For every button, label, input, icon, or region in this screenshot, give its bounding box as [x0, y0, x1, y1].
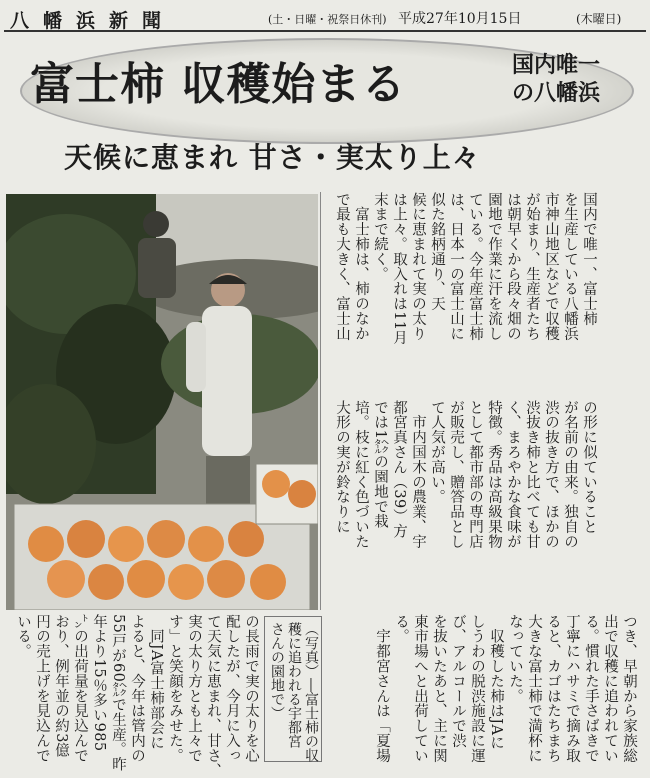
article-body-part-4: の長雨で実の太りを心 配したが、今月に入っ て天気に恵まれ、甘さ、 実の太り方とも上々で す」と笑顔をみせた。 同JA富士柿部会に よると、今年は管内の 55戸が60㌶で生産。昨 年より15％多い985 ㌧の出荷量を見込んで おり、例年並の約3億 円の売上げを見込んで いる。: [15, 614, 259, 778]
photo-caption: （写真）―富士柿の収 穫に追われる宇都宮 さんの園地で）: [269, 622, 319, 762]
headline: 富士柿 収穫始まる: [30, 59, 407, 110]
article-body-part-2: の形に似ていること が名前の由来。独自の 渋の抜き方で、ほかの 渋抜き柿と比べても甘 く、まろやかな食味が 特徴。秀品は高級果物 として都市部の専門店 が販売し、贈答品とし て人気が高い。 市内国木の農業、宇 都宮真さん（39）方 では1㌶の園地で栽 培。枝に紅く色づいた 大形の実が鈴なりに: [334, 400, 597, 549]
subheadline: 天候に恵まれ 甘さ・実太り上々: [64, 141, 481, 174]
side-subheading-line-1: 国内唯一: [512, 52, 601, 78]
masthead-date: 平成27年10月15日: [398, 11, 522, 27]
side-subheading-line-2: の八幡浜: [512, 80, 601, 106]
article-body-part-3: つき、早朝から家族総 出で収穫に追われてい る。慣れた手さばきで 丁寧にハサミで摘み取 ると、カゴはたちまち 大きな富士柿で満杯に なっていた。 収穫した柿はJAに しうわの脱渋施設に運 び、アルコールで渋 を抜いたあと、主に関 東市場へと出荷してい る。 宇都宮さんは「夏場: [374, 614, 637, 763]
photo-divider: [320, 192, 321, 610]
masthead-weekday: (木曜日): [576, 12, 622, 26]
article-body-part-1: 国内で唯一、富士柿 を生産している八幡浜 市神山地区などで収穫 が始まり、生産者たち は朝早くから段々畑の 園地で作業に汗を流し ている。今年産富士柿 は、日本一の富士山に 似た銘柄通り、天 候に恵まれて実の太り は上々。取入れは11月 末まで続く。 富士柿は、柿のなか で最も大きく、富士山: [334, 192, 597, 346]
harvest-photo: [6, 194, 318, 610]
masthead-title: 八幡浜新聞: [10, 10, 176, 32]
masthead: [6, 4, 646, 32]
masthead-rule: [4, 30, 646, 32]
masthead-publication-note: (土・日曜・祝祭日休刊): [268, 13, 387, 26]
